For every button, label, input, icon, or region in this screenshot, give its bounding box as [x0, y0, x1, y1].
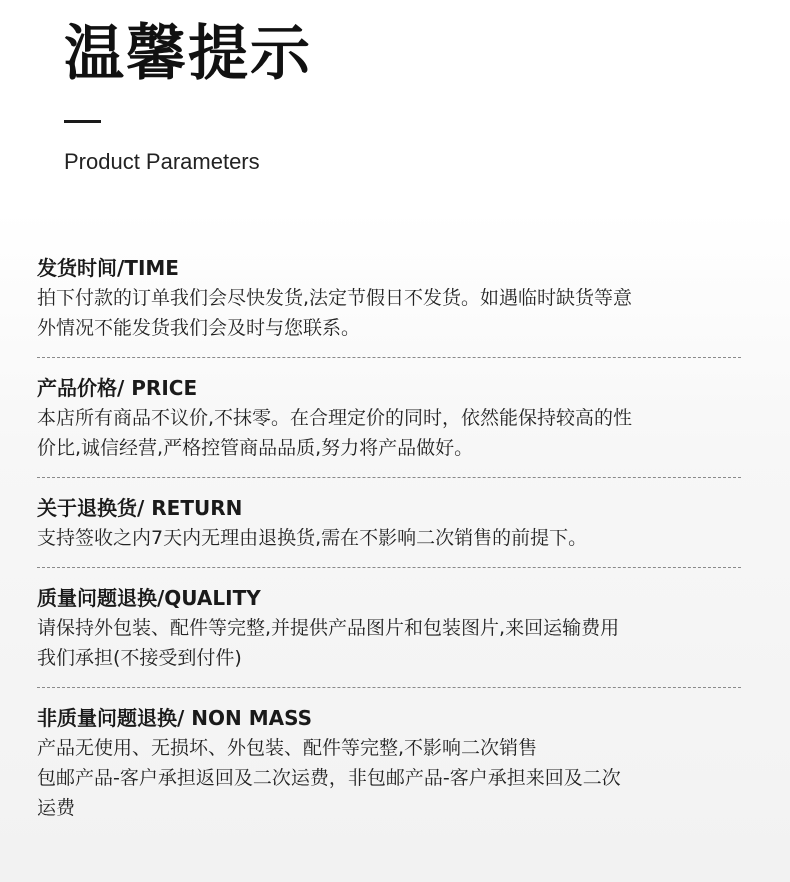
section-quality — [37, 583, 749, 673]
dashed-divider — [37, 567, 741, 568]
section-heading: 非质量问题退换/ NON MASS — [37, 706, 312, 730]
section-text: 请保持外包装、配件等完整,并提供产品图片和包装图片,来回运输费用 — [37, 617, 620, 639]
section-text: 本店所有商品不议价,不抹零。在合理定价的同时，依然能保持较高的性 — [37, 407, 633, 429]
page-title: 温馨提示 — [64, 19, 312, 89]
section-text: 外情况不能发货我们会及时与您联系。 — [37, 317, 361, 339]
section-text: 拍下付款的订单我们会尽快发货,法定节假日不发货。如遇临时缺货等意 — [37, 287, 633, 309]
section-text: 产品无使用、无损坏、外包装、配件等完整,不影响二次销售 — [37, 737, 538, 759]
section-shipping-time — [37, 253, 749, 343]
section-heading: 产品价格/ PRICE — [37, 376, 198, 400]
dashed-divider — [37, 477, 741, 478]
section-text: 价比,诚信经营,严格控管商品品质,努力将产品做好。 — [37, 437, 474, 459]
section-text: 包邮产品-客户承担返回及二次运费，非包邮产品-客户承担来回及二次 — [37, 767, 621, 789]
section-price — [37, 373, 749, 463]
page-header — [0, 0, 790, 210]
section-text: 我们承担(不接受到付件) — [37, 647, 242, 669]
title-underline — [64, 120, 101, 123]
section-heading: 发货时间/TIME — [37, 256, 179, 280]
page-subtitle: Product Parameters — [64, 149, 260, 174]
section-text: 支持签收之内7天内无理由退换货,需在不影响二次销售的前提下。 — [37, 527, 588, 549]
dashed-divider — [37, 687, 741, 688]
section-return — [37, 493, 749, 553]
section-non-quality — [37, 703, 749, 823]
section-text: 运费 — [37, 797, 76, 819]
section-heading: 关于退换货/ RETURN — [37, 496, 243, 520]
dashed-divider — [37, 357, 741, 358]
section-heading: 质量问题退换/QUALITY — [37, 586, 261, 610]
